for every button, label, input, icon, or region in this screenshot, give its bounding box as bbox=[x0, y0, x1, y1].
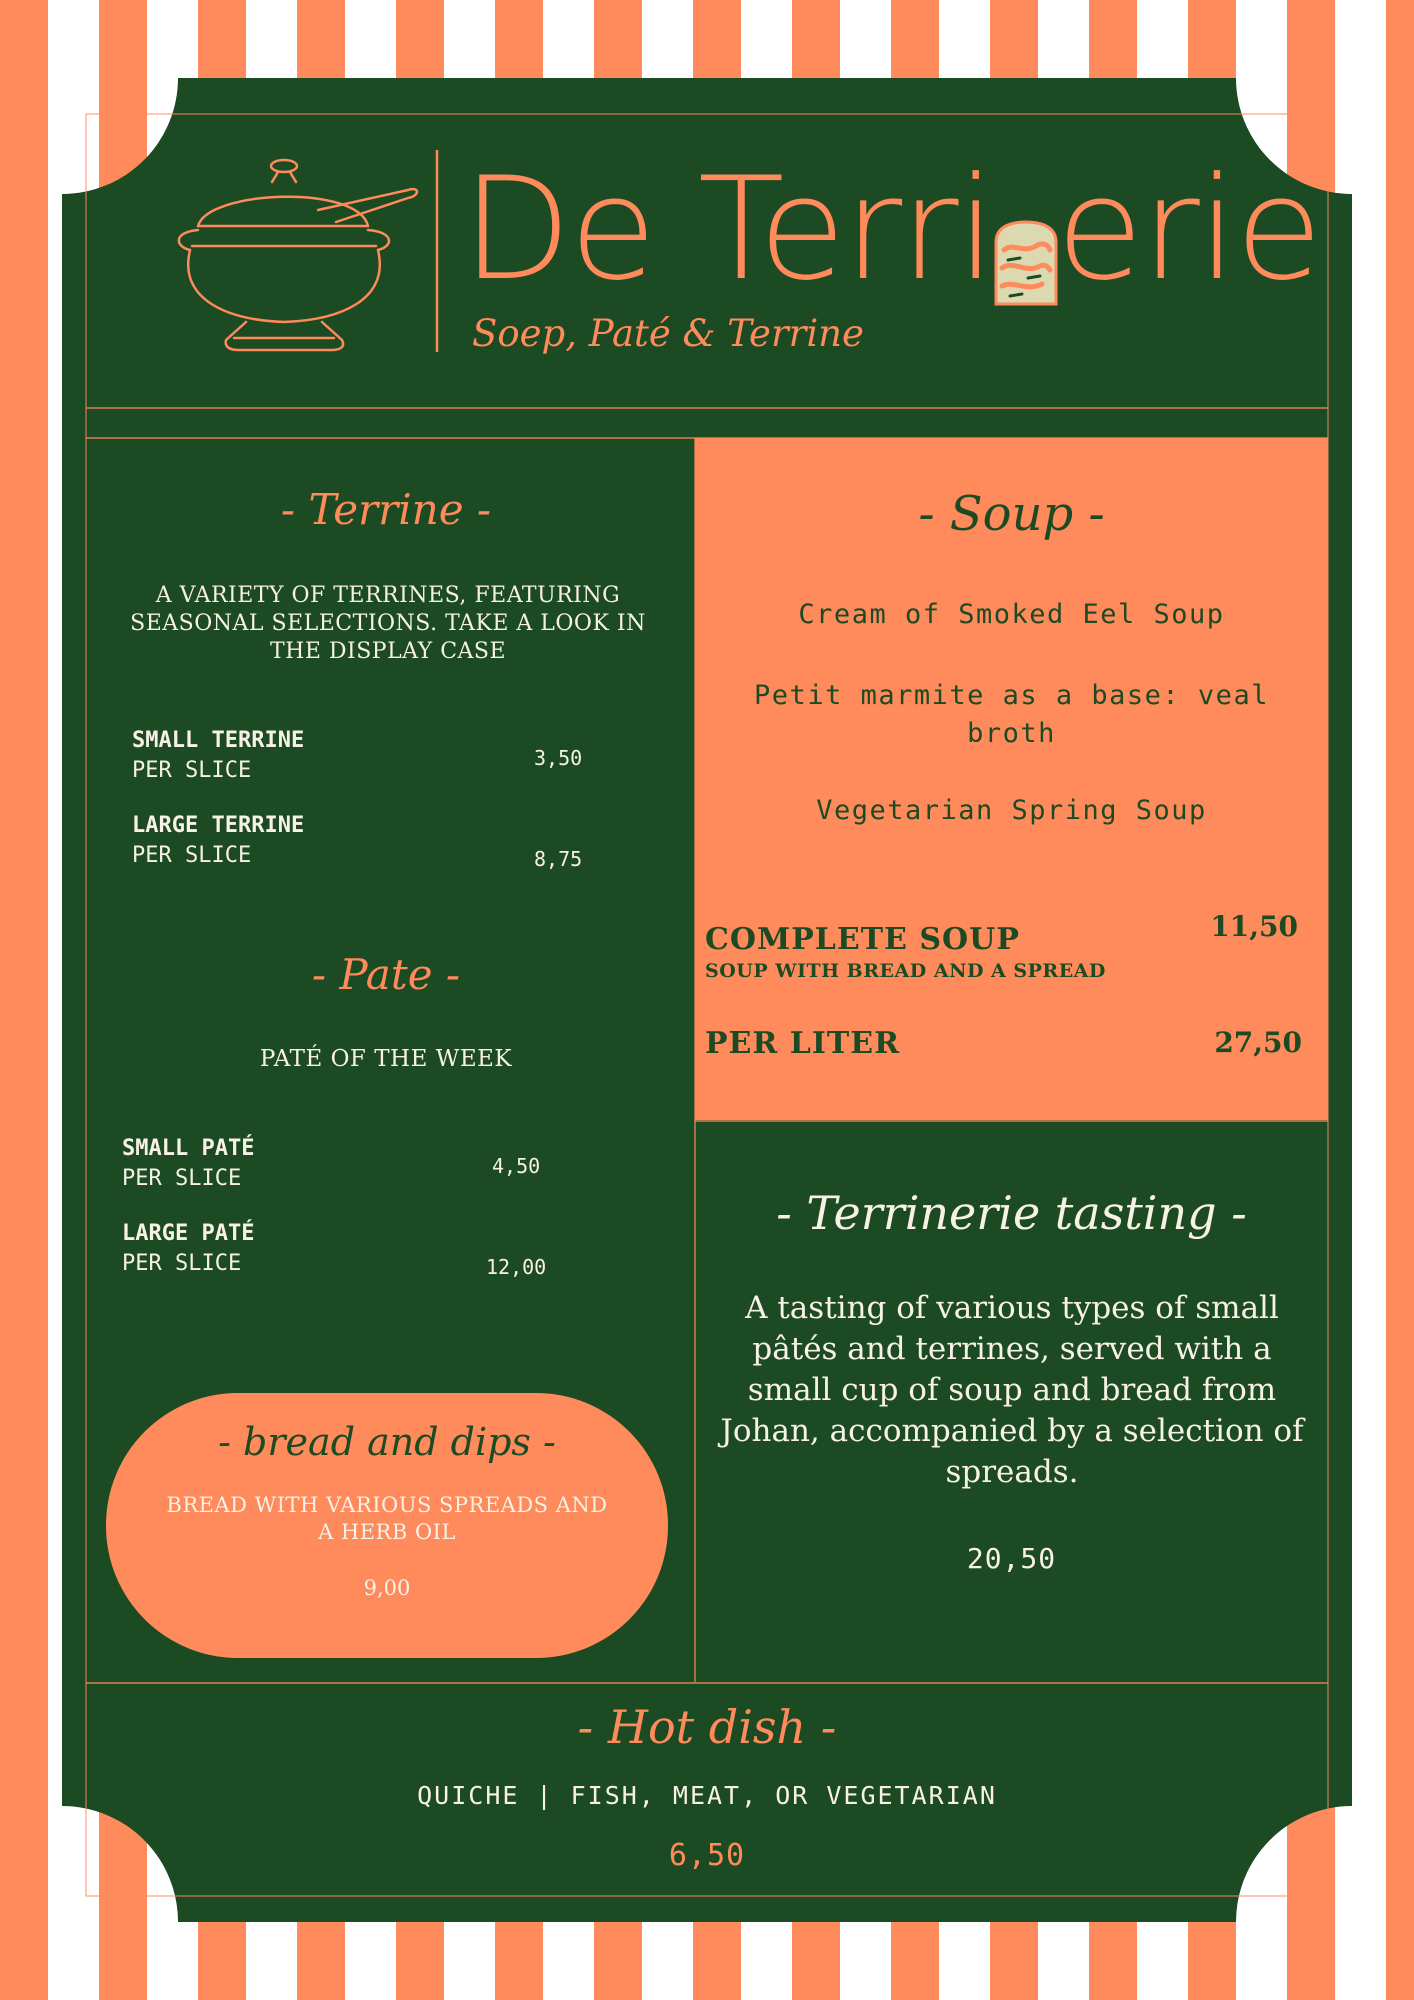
item-unit: PER SLICE bbox=[132, 843, 252, 868]
subtitle: Soep, Paté & Terrine bbox=[472, 312, 864, 355]
menu-item bbox=[122, 1134, 592, 1194]
tasting-description: A tasting of various types of small pâtés and terrines, served with a small cup of soup and bread from Johan, accompanied by a selection of spreads. bbox=[720, 1290, 1304, 1490]
item-price: 3,50 bbox=[534, 746, 583, 770]
title-part1: De Terri bbox=[462, 147, 995, 312]
complete-soup-sub: SOUP WITH BREAD AND A SPREAD bbox=[705, 960, 1106, 982]
tasting-heading: - Terrinerie tasting - bbox=[776, 1186, 1247, 1240]
item-name: SMALL TERRINE bbox=[132, 728, 305, 753]
menu-item bbox=[132, 811, 602, 871]
hot-dish-heading: - Hot dish - bbox=[577, 1700, 837, 1754]
pate-heading: - Pate - bbox=[311, 950, 461, 999]
soup-tureen-icon bbox=[168, 150, 426, 356]
item-name: LARGE TERRINE bbox=[132, 813, 305, 838]
item-name: LARGE PATÉ bbox=[122, 1221, 255, 1246]
item-unit: PER SLICE bbox=[132, 758, 252, 783]
title-part2: erie bbox=[1056, 147, 1321, 312]
bread-heading: - bread and dips - bbox=[218, 1420, 556, 1464]
complete-soup-price: 11,50 bbox=[1210, 910, 1298, 943]
terrine-slice-icon bbox=[994, 140, 1056, 320]
terrine-heading: - Terrine - bbox=[280, 485, 492, 534]
restaurant-title bbox=[462, 140, 1321, 320]
soup-variety: Petit marmite as a base: veal broth bbox=[754, 680, 1269, 749]
item-unit: PER SLICE bbox=[122, 1166, 242, 1191]
complete-soup-name: COMPLETE SOUP bbox=[705, 922, 1020, 957]
pate-description: PATÉ OF THE WEEK bbox=[259, 1046, 513, 1072]
item-unit: PER SLICE bbox=[122, 1251, 242, 1276]
menu-item bbox=[122, 1219, 592, 1279]
soup-heading: - Soup - bbox=[918, 486, 1105, 542]
item-price: 12,00 bbox=[486, 1255, 547, 1279]
soup-variety: Vegetarian Spring Soup bbox=[816, 795, 1207, 826]
bread-price: 9,00 bbox=[363, 1576, 411, 1600]
item-price: 8,75 bbox=[534, 847, 583, 871]
per-liter-price: 27,50 bbox=[1214, 1026, 1302, 1059]
soup-variety: Cream of Smoked Eel Soup bbox=[798, 599, 1225, 630]
menu-item bbox=[132, 726, 602, 786]
item-price: 4,50 bbox=[492, 1154, 541, 1178]
terrine-description: A VARIETY OF TERRINES, FEATURING SEASONAL SELECTIONS. TAKE A LOOK IN THE DISPLAY CASE bbox=[130, 583, 646, 664]
bread-description: BREAD WITH VARIOUS SPREADS AND A HERB OIL bbox=[166, 1493, 608, 1544]
hot-dish-price: 6,50 bbox=[668, 1838, 746, 1873]
item-name: SMALL PATÉ bbox=[122, 1136, 255, 1161]
hot-dish-description: QUICHE | FISH, MEAT, OR VEGETARIAN bbox=[417, 1781, 997, 1810]
per-liter-name: PER LITER bbox=[705, 1026, 901, 1061]
tasting-price: 20,50 bbox=[966, 1542, 1057, 1575]
